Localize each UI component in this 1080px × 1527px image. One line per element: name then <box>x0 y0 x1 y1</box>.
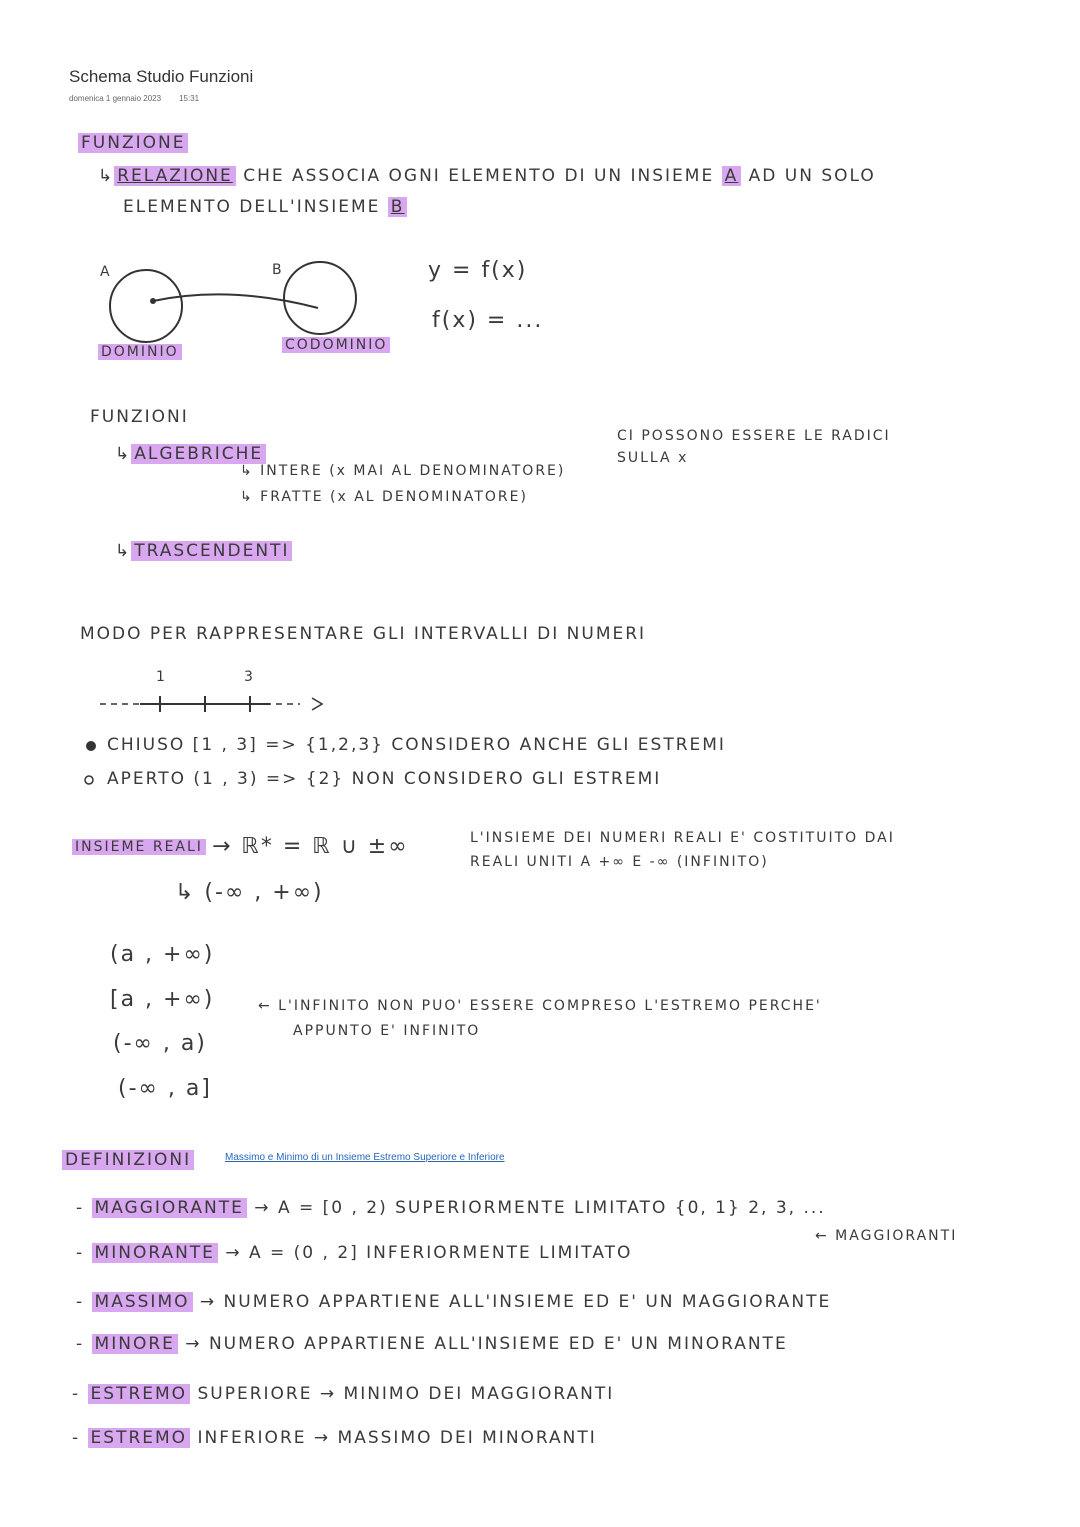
mapping-arrow <box>153 294 318 308</box>
label-b: B <box>272 262 284 278</box>
def-text: → NUMERO APPARTIENE ALL'INSIEME ED E' UN MAGGIORANTE <box>199 1292 832 1312</box>
reali-expr: → ℝ* = ℝ ∪ ±∞ <box>212 834 409 859</box>
def-text: ELEMENTO DELL'INSIEME <box>123 197 381 217</box>
maggioranti-note: ← MAGGIORANTI <box>815 1228 958 1244</box>
radici-note-1: CI POSSONO ESSERE LE RADICI <box>617 428 891 444</box>
fratte-line: ↳ FRATTE (x AL DENOMINATORE) <box>240 489 528 505</box>
infinito-note-2: APPUNTO E' INFINITO <box>293 1023 481 1039</box>
def-text: INFERIORE → MASSIMO DEI MINORANTI <box>197 1428 597 1448</box>
def-item: - ESTREMO INFERIORE → MASSIMO DEI MINORANTI <box>72 1428 597 1448</box>
infinito-note-1: ← L'INFINITO NON PUO' ESSERE COMPRESO L'ESTREMO PERCHE' <box>258 998 822 1014</box>
aperto-line: APERTO (1 , 3) => {2} NON CONSIDERO GLI ESTREMI <box>107 769 662 789</box>
label-a: A <box>100 264 112 280</box>
def-term: MINORE <box>92 1334 178 1354</box>
term-trascendenti: TRASCENDENTI <box>131 541 292 561</box>
def-item: - ESTREMO SUPERIORE → MINIMO DEI MAGGIORANTI <box>72 1384 615 1404</box>
set-b: B <box>388 197 408 217</box>
reali-note-1: L'INSIEME DEI NUMERI REALI E' COSTITUITO DAI <box>470 830 895 846</box>
def-term: MAGGIORANTE <box>92 1198 247 1218</box>
radici-note-2: SULLA x <box>617 450 689 466</box>
reali-interval: ↳ (-∞ , +∞) <box>175 880 324 905</box>
domain-circle <box>110 270 182 342</box>
note-page: Schema Studio Funzioni domenica 1 gennaio 2023 15:31 FUNZIONE ↳ RELAZIONE CHE ASSOCIA OGNI ELEMENTO DI UN INSIEME A AD UN SOLO ELEMENTO DELL'INSIEME B A B DOMINIO CODOMINIO y = f(x) f(x) = ... FUNZIONI ↳ ALGEBRICHE ↳ INTERE (x MAI AL DENOMINATORE) ↳ FRATTE (x AL DENOMINATORE) ↳ TRASCENDENTI CI POSSONO ESSERE LE RADICI SULLA x MODO PER RAPPRESENTARE GLI INTERVALLI DI NUMERI 1 3 CHIUSO [1 , 3] => {1,2,3} CONSIDERO ANCHE GLI ESTREMI APERTO (1 , 3) => {2} NON CONSIDERO GLI ESTREMI INSIEME REALI → ℝ* = ℝ ∪ ±∞ ↳ (-∞ , +∞) L'INSIEME DEI NUMERI REALI E' COSTITUITO DAI REALI UNITI A +∞ E -∞ (INFINITO) (a , +∞) [a , +∞) (-∞ , a) (-∞ , a] ← L'INFINITO NON PUO' ESSERE COMPRESO L'ESTREMO PERCHE' APPUNTO E' INFINITO DEFINIZIONI Massimo e Minimo di un Insieme Estremo Superiore e Inferiore - MAGGIORANTE → A = [0 , 2) SUPERIORMENTE LIMITATO {0, 1} 2, 3, ... ← MAGGIORANTI - MINORANTE → A = (0 , 2] INFERIORMENTE LIMITATO - MASSIMO → NUMERO APPARTIENE ALL'INSIEME ED E' UN MAGGIORANTE - MINORE → NUMERO APPARTIENE ALL'INSIEME ED E' UN MINORANTE - ESTREMO SUPERIORE → MINIMO DEI MAGGIORANTI - ESTREMO INFERIORE → MASSIMO DEI MINORANTI <box>0 0 1080 1527</box>
def-term: MINORANTE <box>92 1243 218 1263</box>
page-title: Schema Studio Funzioni <box>69 67 254 86</box>
heading-intervalli: MODO PER RAPPRESENTARE GLI INTERVALLI DI NUMERI <box>80 624 647 644</box>
interval-4: (-∞ , a] <box>118 1076 212 1101</box>
open-dot <box>85 776 93 784</box>
term-relazione: RELAZIONE <box>114 166 236 186</box>
interval-3: (-∞ , a) <box>113 1031 207 1056</box>
def-item: - MAGGIORANTE → A = [0 , 2) SUPERIORMENTE LIMITATO {0, 1} 2, 3, ... <box>76 1198 826 1218</box>
equation-1: y = f(x) <box>428 258 528 283</box>
def-term: ESTREMO <box>88 1384 191 1404</box>
page-date: domenica 1 gennaio 2023 <box>69 94 162 103</box>
interval-1: (a , +∞) <box>110 942 215 967</box>
set-a: A <box>722 166 742 186</box>
def-text: AD UN SOLO <box>748 166 876 186</box>
tick-3: 3 <box>244 669 255 685</box>
def-text: CHE ASSOCIA OGNI ELEMENTO DI UN INSIEME <box>243 166 715 186</box>
closed-dot <box>86 741 96 751</box>
def-text: SUPERIORE → MINIMO DEI MAGGIORANTI <box>197 1384 615 1404</box>
heading-funzione: FUNZIONE <box>78 133 188 153</box>
tick-1: 1 <box>156 669 167 685</box>
equation-2: f(x) = ... <box>432 308 544 333</box>
label-dominio: DOMINIO <box>98 344 182 360</box>
page-time: 15:31 <box>179 94 200 103</box>
def-item: - MINORANTE → A = (0 , 2] INFERIORMENTE LIMITATO <box>76 1243 633 1263</box>
reali-note-2: REALI UNITI A +∞ E -∞ (INFINITO) <box>470 854 769 870</box>
def-text: → A = [0 , 2) SUPERIORMENTE LIMITATO {0, 1} 2, 3, ... <box>254 1198 826 1218</box>
def-term: ESTREMO <box>88 1428 191 1448</box>
def-text: → A = (0 , 2] INFERIORMENTE LIMITATO <box>225 1243 633 1263</box>
term-insieme-reali: INSIEME REALI <box>72 839 206 855</box>
definizioni-link[interactable]: Massimo e Minimo di un Insieme Estremo Superiore e Inferiore <box>225 1152 505 1163</box>
codomain-circle <box>284 262 356 334</box>
chiuso-line: CHIUSO [1 , 3] => {1,2,3} CONSIDERO ANCHE GLI ESTREMI <box>107 735 726 755</box>
def-item: - MASSIMO → NUMERO APPARTIENE ALL'INSIEME ED E' UN MAGGIORANTE <box>76 1292 832 1312</box>
label-codominio: CODOMINIO <box>282 337 390 353</box>
intere-line: ↳ INTERE (x MAI AL DENOMINATORE) <box>240 463 566 479</box>
heading-funzioni: FUNZIONI <box>90 407 189 427</box>
def-term: MASSIMO <box>92 1292 193 1312</box>
def-text: → NUMERO APPARTIENE ALL'INSIEME ED E' UN MINORANTE <box>185 1334 788 1354</box>
heading-definizioni: DEFINIZIONI <box>62 1150 194 1170</box>
def-item: - MINORE → NUMERO APPARTIENE ALL'INSIEME ED E' UN MINORANTE <box>76 1334 788 1354</box>
term-algebriche: ALGEBRICHE <box>131 444 266 464</box>
interval-2: [a , +∞) <box>110 987 215 1012</box>
